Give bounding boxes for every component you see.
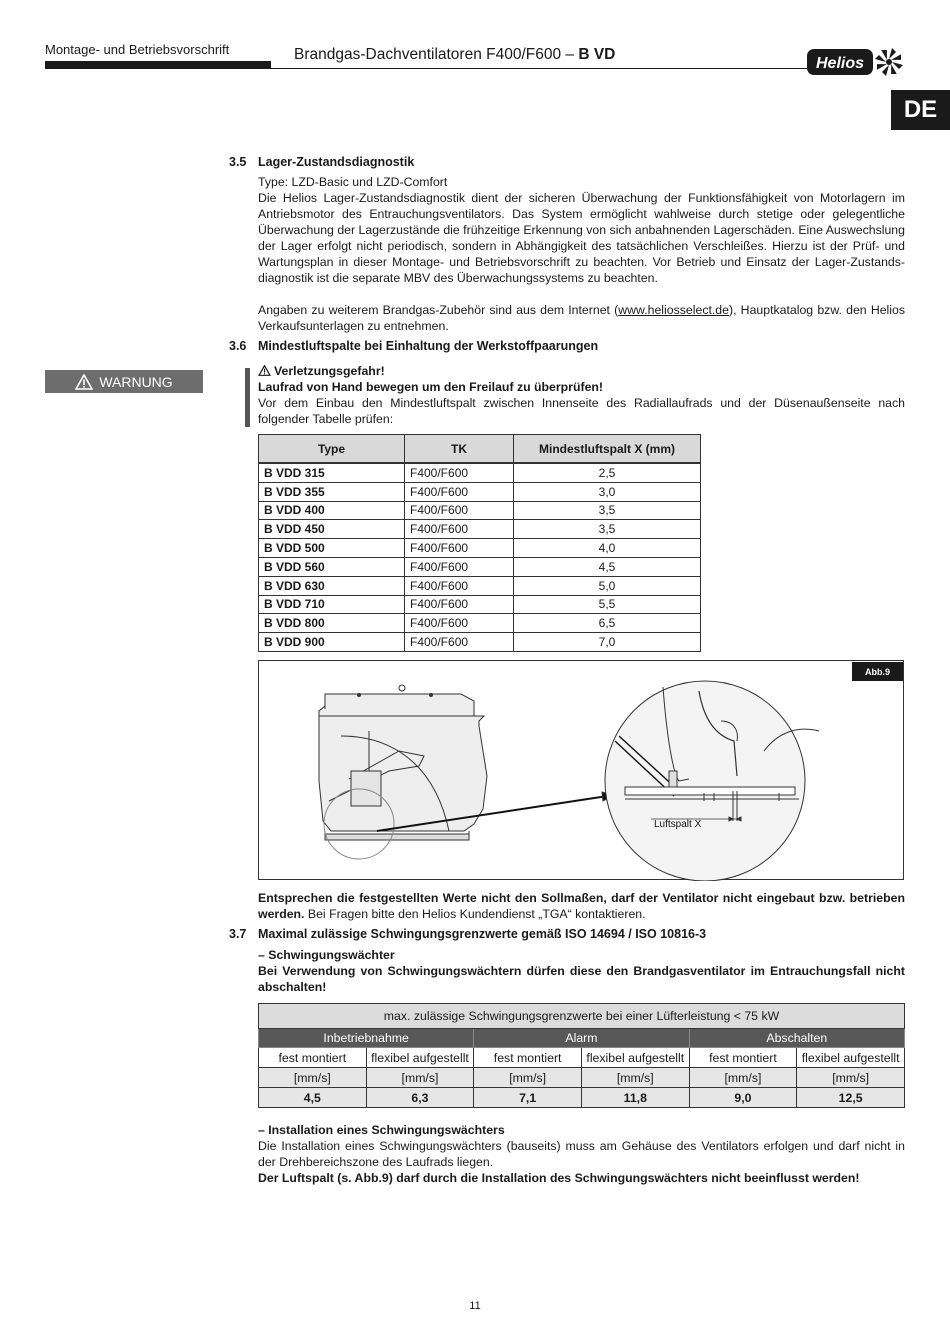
tk-cell: F400/F600 (405, 520, 514, 539)
danger-line: Verletzungsgefahr! (258, 363, 905, 379)
document-title: Brandgas-Dachventilatoren F400/F600 – B VD (294, 46, 616, 63)
vibration-table (258, 1003, 905, 1108)
type-cell: B VDD 400 (259, 501, 405, 520)
tk-cell: F400/F600 (405, 463, 514, 482)
subheader: flexibel aufgestellt (366, 1048, 474, 1068)
header-left-title: Montage- und Betriebsvorschrift (45, 42, 230, 57)
group-commissioning: Inbetriebnahme (259, 1029, 474, 1048)
value-cell: 4,5 (259, 1088, 367, 1108)
table-row (259, 501, 701, 520)
table-row (259, 520, 701, 539)
header-bar (45, 61, 271, 69)
unit-cell: [mm/s] (581, 1068, 689, 1088)
vibration-table-caption: max. zulässige Schwingungsgrenzwerte bei einer Lüfterleistung < 75 kW (259, 1004, 905, 1029)
subheader: flexibel aufgestellt (581, 1048, 689, 1068)
value-cell: 12,5 (797, 1088, 905, 1108)
type-cell: B VDD 500 (259, 539, 405, 558)
unit-cell: [mm/s] (366, 1068, 474, 1088)
gap-note: Entsprechen die festgestellten Werte nicht den Sollmaßen, darf der Ventilator nicht eingebaut bzw. betrieben werden. Bei Fragen bitte den Helios Kundendienst „TGA“ kontaktieren. (258, 891, 905, 921)
value-cell: 7,1 (474, 1088, 582, 1108)
gap-cell: 3,0 (514, 482, 701, 501)
gap-table (258, 434, 701, 652)
type-cell: B VDD 710 (259, 595, 405, 614)
section-heading-3-6: 3.6 Mindestluftspalte bei Einhaltung der Werkstoffpaarungen (229, 339, 599, 353)
vibration-intro (258, 947, 905, 995)
tk-cell: F400/F600 (405, 482, 514, 501)
warning-triangle-icon (75, 374, 93, 390)
group-alarm: Alarm (474, 1029, 689, 1048)
gap-cell: 3,5 (514, 520, 701, 539)
type-line: Type: LZD-Basic und LZD-Comfort (258, 175, 448, 189)
gap-cell: 5,0 (514, 576, 701, 595)
gap-label: Luftspalt X (654, 819, 702, 830)
table-row (259, 463, 701, 482)
tk-cell: F400/F600 (405, 614, 514, 633)
type-cell: B VDD 560 (259, 557, 405, 576)
gap-cell: 2,5 (514, 463, 701, 482)
gap-instruction: Vor dem Einbau den Mindestluftspalt zwischen Innenseite des Radiallaufrads und der Düsenaußenseite nach folgender Tabelle prüfen: (258, 396, 905, 426)
value-cell: 11,8 (581, 1088, 689, 1108)
section-heading-3-7: 3.7 Maximal zulässige Schwingungsgrenzwerte gemäß ISO 14694 / ISO 10816-3 (229, 927, 707, 941)
subheading-vibration-monitor: – Schwingungswächter (258, 948, 395, 962)
installation-text: Die Installation eines Schwingungswächters (bauseits) muss am Gehäuse des Ventilators erfolgen und darf nicht in der Drehbereichszone des Laufrads liegen. (258, 1139, 905, 1169)
warning-triangle-icon (258, 365, 271, 376)
col-tk: TK (405, 435, 514, 464)
lzd-description: Die Helios Lager-Zustandsdiagnostik dient der sicheren Überwachung der Funktionsfähigkeit von Motorlagern im Antriebsmotor des Entrauchungsventilators. Das System ermöglicht wahlweise durch stetige oder gelegentliche Überwachung der Lagerzustände die frühzeitige Erkennung von sich anbahnenden Lagerschäden. Eine Auswechslung der Lager erfolgt nicht periodisch, sondern in Abhängigkeit des tatsächlichen Verschleißes. Hierzu ist der Prüf- und Wartungsplan in dieser Montage- und Betriebsvorschrift zu beachten. Vor Betrieb und Einsatz der Lager-Zustands-diagnostik ist die separate MBV des Überwachungssystems zu beachten. (258, 191, 905, 285)
warning-label: WARNUNG (45, 370, 203, 393)
tk-cell: F400/F600 (405, 557, 514, 576)
gap-cell: 5,5 (514, 595, 701, 614)
language-tab: DE (891, 90, 950, 130)
subheader: fest montiert (689, 1048, 797, 1068)
gap-cell: 6,5 (514, 614, 701, 633)
vibration-monitor-warning: Bei Verwendung von Schwingungswächtern dürfen diese den Brandgasventilator im Entrauchungsfall nicht abschalten! (258, 964, 905, 994)
type-cell: B VDD 630 (259, 576, 405, 595)
helios-logo (806, 45, 904, 79)
page-number: 11 (469, 1300, 481, 1312)
unit-cell: [mm/s] (797, 1068, 905, 1088)
type-cell: B VDD 315 (259, 463, 405, 482)
value-cell: 6,3 (366, 1088, 474, 1108)
installation-section (258, 1122, 905, 1186)
tk-cell: F400/F600 (405, 539, 514, 558)
figure-abb9 (258, 660, 904, 880)
accessory-info: Angaben zu weiterem Brandgas-Zubehör sind aus dem Internet (www.heliosselect.de), Hauptkatalog bzw. den Helios Verkaufsunterlagen zu entnehmen. (258, 303, 906, 333)
section-heading-3-5: 3.5 Lager-Zustandsdiagnostik (229, 155, 415, 169)
unit-cell: [mm/s] (474, 1068, 582, 1088)
table-row (259, 614, 701, 633)
heliosselect-link[interactable]: www.heliosselect.de (618, 303, 729, 317)
gap-cell: 7,0 (514, 633, 701, 652)
subheader: fest montiert (474, 1048, 582, 1068)
tk-cell: F400/F600 (405, 633, 514, 652)
type-cell: B VDD 900 (259, 633, 405, 652)
type-cell: B VDD 450 (259, 520, 405, 539)
fan-gap-illustration (259, 661, 905, 881)
col-gap: Mindestluftspalt X (mm) (514, 435, 701, 464)
figure-tag: Abb.9 (852, 662, 903, 681)
tk-cell: F400/F600 (405, 576, 514, 595)
value-cell: 9,0 (689, 1088, 797, 1108)
table-row (259, 576, 701, 595)
subheader: flexibel aufgestellt (797, 1048, 905, 1068)
unit-cell: [mm/s] (259, 1068, 367, 1088)
group-shutdown: Abschalten (689, 1029, 904, 1048)
table-row (259, 595, 701, 614)
tk-cell: F400/F600 (405, 501, 514, 520)
type-cell: B VDD 355 (259, 482, 405, 501)
table-row (259, 539, 701, 558)
check-instruction: Laufrad von Hand bewegen um den Freilauf zu überprüfen! (258, 380, 604, 394)
table-row (259, 557, 701, 576)
gap-cell: 4,0 (514, 539, 701, 558)
subheader: fest montiert (259, 1048, 367, 1068)
warning-text (258, 363, 905, 427)
subheading-installation: – Installation eines Schwingungswächters (258, 1123, 505, 1137)
unit-cell: [mm/s] (689, 1068, 797, 1088)
warning-sidebar (245, 368, 250, 427)
gap-cell: 4,5 (514, 557, 701, 576)
installation-warning: Der Luftspalt (s. Abb.9) darf durch die Installation des Schwingungswächters nicht beeinflusst werden! (258, 1171, 860, 1185)
table-row (259, 633, 701, 652)
header-rule (271, 68, 807, 69)
section-3-5-body (258, 174, 905, 334)
table-row (259, 482, 701, 501)
gap-cell: 3,5 (514, 501, 701, 520)
logo-text: Helios (815, 55, 865, 72)
tk-cell: F400/F600 (405, 595, 514, 614)
col-type: Type (259, 435, 405, 464)
type-cell: B VDD 800 (259, 614, 405, 633)
